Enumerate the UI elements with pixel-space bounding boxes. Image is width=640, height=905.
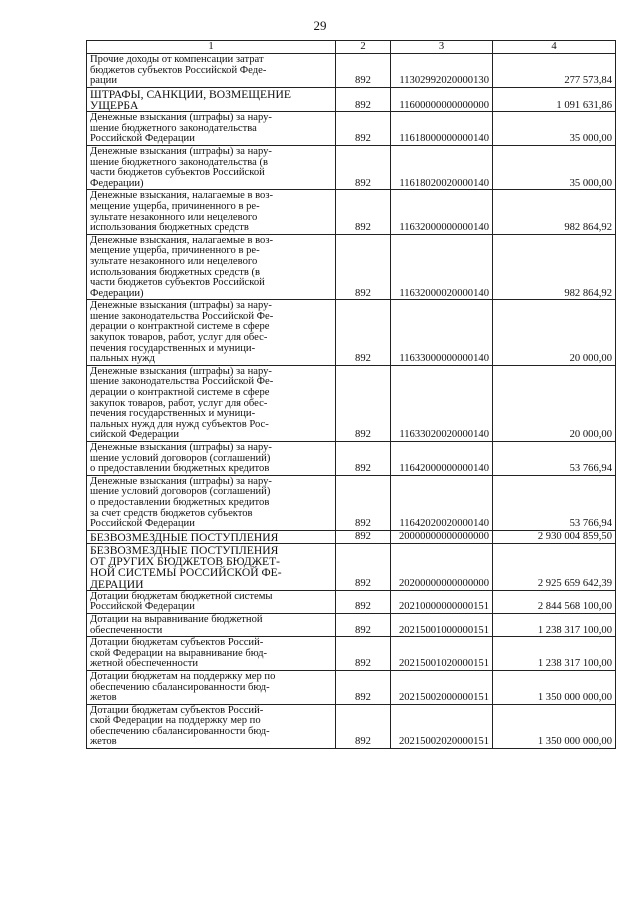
- row-classification-code: 20000000000000000: [391, 530, 493, 543]
- row-name: [87, 590, 336, 613]
- row-name-line: Дотации бюджетам субъектов Россий-: [90, 637, 264, 649]
- row-amount: 1 238 317 100,00: [493, 637, 616, 671]
- row-admin-code: 892: [336, 637, 391, 671]
- table-body: [87, 41, 616, 749]
- row-classification-code: 11642000000000140: [391, 442, 493, 476]
- row-name-line: Денежные взыскания (штрафы) за нару-: [90, 112, 272, 124]
- row-name-line: обеспечению сбалансированности бюд-: [90, 725, 270, 737]
- table-row: [87, 670, 616, 704]
- row-admin-code: 892: [336, 54, 391, 88]
- row-amount: 2 930 004 859,50: [493, 530, 616, 543]
- row-classification-code: 11632000000000140: [391, 190, 493, 234]
- table-row: [87, 300, 616, 366]
- row-name-line: Дотации бюджетам на поддержку мер по: [90, 670, 276, 682]
- row-amount: 982 864,92: [493, 190, 616, 234]
- row-admin-code: 892: [336, 704, 391, 748]
- row-name-line: Денежные взыскания, налагаемые в воз-: [90, 234, 274, 246]
- row-name-line: закупок товаров, работ, услуг для обес-: [90, 397, 268, 409]
- row-admin-code: 892: [336, 300, 391, 366]
- table-row: [87, 190, 616, 234]
- table-row: [87, 54, 616, 88]
- row-name-line: обеспеченности: [90, 624, 163, 636]
- row-classification-code: 20215001000000151: [391, 613, 493, 636]
- row-name-line: Российской Федерации: [90, 518, 195, 530]
- row-amount: 1 350 000 000,00: [493, 704, 616, 748]
- row-name-line: дерации о контрактной системе в сфере: [90, 321, 270, 333]
- table-row: [87, 613, 616, 636]
- row-name-line: использования бюджетных средств (в: [90, 266, 261, 278]
- row-name: [87, 475, 336, 530]
- row-name-line: закупок товаров, работ, услуг для обес-: [90, 332, 268, 344]
- row-name-line: за счет средств бюджетов субъектов: [90, 507, 253, 519]
- row-name: [87, 530, 336, 543]
- row-name: [87, 442, 336, 476]
- row-name: [87, 543, 336, 590]
- row-amount: 2 844 568 100,00: [493, 590, 616, 613]
- row-admin-code: 892: [336, 234, 391, 300]
- column-number-3: 3: [391, 41, 493, 54]
- page-number: 29: [313, 18, 327, 33]
- row-name: [87, 145, 336, 189]
- table-row: [87, 365, 616, 441]
- table-row: [87, 543, 616, 590]
- row-classification-code: 11633000000000140: [391, 300, 493, 366]
- row-classification-code: 11632000020000140: [391, 234, 493, 300]
- row-name-line: Российской Федерации: [90, 133, 195, 145]
- row-name: [87, 300, 336, 366]
- row-name: [87, 87, 336, 111]
- row-admin-code: 892: [336, 87, 391, 111]
- row-name-line: пальных нужд: [90, 353, 155, 365]
- row-admin-code: 892: [336, 145, 391, 189]
- row-name: [87, 54, 336, 88]
- row-name-line: БЕЗВОЗМЕЗДНЫЕ ПОСТУПЛЕНИЯ: [90, 543, 279, 557]
- row-amount: 982 864,92: [493, 234, 616, 300]
- row-amount: 35 000,00: [493, 112, 616, 146]
- table-row: [87, 145, 616, 189]
- revenue-table: [86, 40, 616, 749]
- table-row: [87, 704, 616, 748]
- row-name: [87, 704, 336, 748]
- row-name-line: шение бюджетного законодательства (в: [90, 156, 269, 168]
- row-name-line: печения государственных и муници-: [90, 408, 256, 420]
- table-row: [87, 442, 616, 476]
- row-admin-code: 892: [336, 613, 391, 636]
- row-name-line: использования бюджетных средств: [90, 222, 249, 234]
- row-name-line: шение условий договоров (соглашений): [90, 486, 271, 498]
- row-admin-code: 892: [336, 365, 391, 441]
- row-name-line: сийской Федерации: [90, 429, 179, 441]
- row-name: [87, 112, 336, 146]
- row-name-line: Денежные взыскания (штрафы) за нару-: [90, 442, 272, 453]
- row-name-line: части бюджетов субъектов Российской: [90, 277, 265, 289]
- row-name-line: пальных нужд для нужд субъектов Рос-: [90, 418, 269, 430]
- row-name-line: зультате незаконного или нецелевого: [90, 211, 258, 223]
- table-row: [87, 234, 616, 300]
- row-name-line: Дотации на выравнивание бюджетной: [90, 613, 263, 625]
- row-name-line: Денежные взыскания (штрафы) за нару-: [90, 475, 272, 487]
- row-amount: 53 766,94: [493, 442, 616, 476]
- row-name-line: ДЕРАЦИИ: [90, 577, 144, 591]
- row-name-line: части бюджетов субъектов Российской: [90, 167, 265, 179]
- row-name-line: ской Федерации на выравнивание бюд-: [90, 647, 268, 659]
- row-classification-code: 20210000000000151: [391, 590, 493, 613]
- row-classification-code: 11618020020000140: [391, 145, 493, 189]
- row-name-line: шение бюджетного законодательства: [90, 122, 257, 134]
- row-name-line: Дотации бюджетам субъектов Россий-: [90, 704, 264, 716]
- row-amount: 20 000,00: [493, 300, 616, 366]
- row-name-line: шение условий договоров (соглашений): [90, 452, 271, 464]
- row-classification-code: 11600000000000000: [391, 87, 493, 111]
- row-name-line: шение законодательства Российской Фе-: [90, 376, 274, 388]
- row-classification-code: 11302992020000130: [391, 54, 493, 88]
- row-admin-code: 892: [336, 190, 391, 234]
- row-name-line: о предоставлении бюджетных кредитов: [90, 463, 270, 475]
- row-name-line: Российской Федерации: [90, 601, 195, 613]
- row-name-line: жетов: [90, 692, 117, 704]
- row-admin-code: 892: [336, 543, 391, 590]
- row-amount: 277 573,84: [493, 54, 616, 88]
- row-name-line: дерации о контрактной системе в сфере: [90, 387, 270, 399]
- row-name-line: Денежные взыскания (штрафы) за нару-: [90, 365, 272, 377]
- row-name-line: обеспечению сбалансированности бюд-: [90, 681, 270, 693]
- row-name-line: Денежные взыскания, налагаемые в воз-: [90, 190, 274, 202]
- row-name-line: зультате незаконного или нецелевого: [90, 255, 258, 267]
- column-number-1: 1: [87, 41, 336, 54]
- row-classification-code: 11618000000000140: [391, 112, 493, 146]
- row-name-line: Денежные взыскания (штрафы) за нару-: [90, 145, 272, 157]
- row-name: [87, 637, 336, 671]
- column-number-4: 4: [493, 41, 616, 54]
- row-amount: 1 238 317 100,00: [493, 613, 616, 636]
- table-row: [87, 590, 616, 613]
- row-name-line: ОТ ДРУГИХ БЮДЖЕТОВ БЮДЖЕТ-: [90, 555, 281, 569]
- row-amount: 35 000,00: [493, 145, 616, 189]
- row-name-line: ШТРАФЫ, САНКЦИИ, ВОЗМЕЩЕНИЕ: [90, 87, 291, 101]
- row-name-line: Дотации бюджетам бюджетной системы: [90, 590, 273, 602]
- row-classification-code: 20215002000000151: [391, 670, 493, 704]
- row-admin-code: 892: [336, 112, 391, 146]
- row-admin-code: 892: [336, 530, 391, 543]
- row-classification-code: 20215002020000151: [391, 704, 493, 748]
- row-name-line: мещение ущерба, причиненного в ре-: [90, 200, 260, 212]
- row-amount: 1 091 631,86: [493, 87, 616, 111]
- row-amount: 53 766,94: [493, 475, 616, 530]
- row-amount: 2 925 659 642,39: [493, 543, 616, 590]
- table-row: [87, 530, 616, 543]
- row-name-line: НОЙ СИСТЕМЫ РОССИЙСКОЙ ФЕ-: [90, 566, 282, 580]
- table-row: [87, 637, 616, 671]
- row-name: [87, 365, 336, 441]
- row-name-line: о предоставлении бюджетных кредитов: [90, 496, 270, 508]
- row-name-line: Прочие доходы от компенсации затрат: [90, 54, 264, 65]
- row-name: [87, 670, 336, 704]
- row-amount: 20 000,00: [493, 365, 616, 441]
- row-name-line: Федерации): [90, 287, 144, 299]
- row-name-line: БЕЗВОЗМЕЗДНЫЕ ПОСТУПЛЕНИЯ: [90, 530, 279, 544]
- row-classification-code: 11633020020000140: [391, 365, 493, 441]
- row-name-line: мещение ущерба, причиненного в ре-: [90, 245, 260, 257]
- row-admin-code: 892: [336, 475, 391, 530]
- row-name-line: бюджетов субъектов Российской Феде-: [90, 64, 267, 76]
- row-name: [87, 190, 336, 234]
- row-admin-code: 892: [336, 590, 391, 613]
- row-name-line: печения государственных и муници-: [90, 342, 256, 354]
- row-name: [87, 234, 336, 300]
- row-name-line: рации: [90, 75, 118, 87]
- row-name-line: Денежные взыскания (штрафы) за нару-: [90, 300, 272, 312]
- row-name-line: жетной обеспеченности: [90, 658, 199, 670]
- row-name-line: УЩЕРБА: [90, 98, 139, 112]
- row-admin-code: 892: [336, 670, 391, 704]
- row-admin-code: 892: [336, 442, 391, 476]
- table-row: [87, 112, 616, 146]
- row-classification-code: 20215001020000151: [391, 637, 493, 671]
- row-classification-code: 20200000000000000: [391, 543, 493, 590]
- row-name: [87, 613, 336, 636]
- row-name-line: жетов: [90, 736, 117, 748]
- row-amount: 1 350 000 000,00: [493, 670, 616, 704]
- column-number-2: 2: [336, 41, 391, 54]
- row-name-line: ской Федерации на поддержку мер по: [90, 715, 261, 727]
- row-name-line: шение законодательства Российской Фе-: [90, 310, 274, 322]
- row-classification-code: 11642020020000140: [391, 475, 493, 530]
- column-number-row: [87, 41, 616, 54]
- table-row: [87, 475, 616, 530]
- table-row: [87, 87, 616, 111]
- row-name-line: Федерации): [90, 177, 144, 189]
